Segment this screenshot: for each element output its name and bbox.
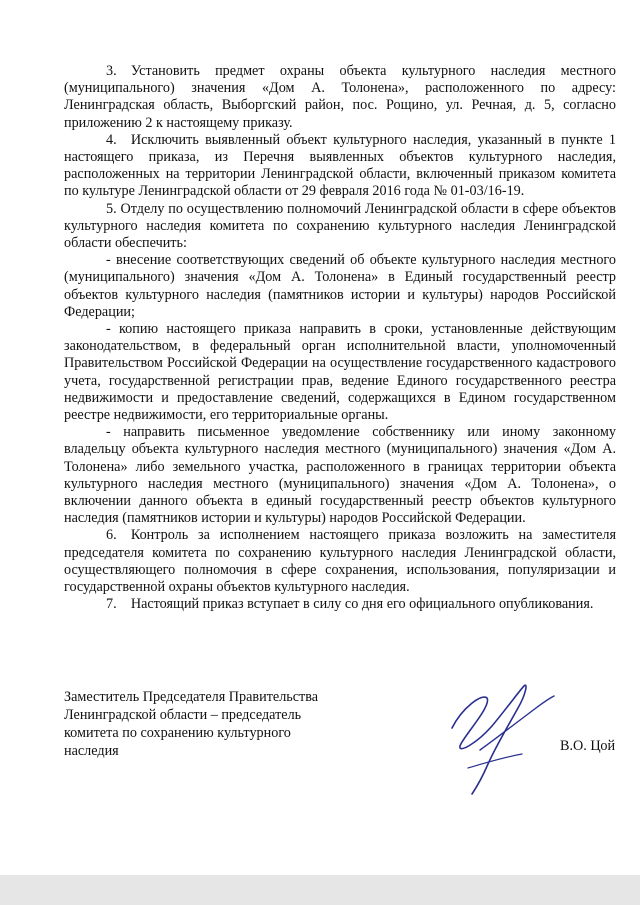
paragraph-subitem-registry: - внесение соответствующих сведений об объекте культурного наследия местного (муниципального) значения «Дом А. Толонена» в Единый государственный реестр объектов культурного наследия (памятников истории и культуры) народов Российской Федерации;: [64, 252, 616, 320]
signatory-position-line: Ленинградской области – председатель: [64, 707, 302, 723]
paragraph-subitem-copy: - копию настоящего приказа направить в сроки, установленные действующим законодательством, в федеральный орган исполнительной власти, уполномоченный Правительством Российской Федерации на осуществление государственного кадастрового учета, государственной регистрации прав, ведение Единого государственного реестра недвижимости и предоставление сведений, содержащихся в Едином государственном реестре недвижимости, его территориальные органы.: [64, 321, 616, 424]
scan-bottom-edge: [0, 875, 640, 905]
handwritten-signature: [432, 668, 562, 798]
paragraph-item-7: 7. Настоящий приказ вступает в силу со дня его официального опубликования.: [106, 596, 594, 613]
paragraph-item-3: 3. Установить предмет охраны объекта культурного наследия местного (муниципального) значения «Дом А. Толонена», расположенного по адресу: Ленинградская область, Выборгский район, пос. Рощино, ул. Речная, д. 5, согласно приложению 2 к настоящему приказу.: [64, 63, 616, 131]
paragraph-subitem-notice: - направить письменное уведомление собственнику или иному законному владельцу объекта культурного наследия местного (муниципального) значения «Дом А. Толонена» либо земельного участка, расположенного в границах территории объекта культурного наследия местного (муниципального) значения «Дом А. Толонена», о включении данного объекта в единый государственный реестр объектов культурного наследия (памятников истории и культуры) народов Российской Федерации.: [64, 424, 616, 527]
signatory-position-line: наследия: [64, 743, 119, 759]
document-body: [64, 63, 616, 614]
signatory-position: [64, 688, 364, 760]
signatory-position-line: комитета по сохранению культурного: [64, 725, 291, 741]
signatory-position-line: Заместитель Председателя Правительства: [64, 689, 319, 705]
paragraph-item-6: 6. Контроль за исполнением настоящего приказа возложить на заместителя председателя комитета по сохранению культурного наследия Ленинградской области, осуществляющего полномочия в сфере сохранения, использования, популяризации и государственной охраны объектов культурного наследия.: [64, 527, 616, 596]
paragraph-item-5: 5. Отделу по осуществлению полномочий Ленинградской области в сфере объектов культурного наследия комитета по сохранению культурного наследия Ленинградской области обеспечить:: [64, 200, 616, 252]
paragraph-item-4: 4. Исключить выявленный объект культурного наследия, указанный в пункте 1 настоящего приказа, из Перечня выявленных объектов культурного наследия, расположенных на территории Ленинградской области, включенный приказом комитета по культуре Ленинградской области от 29 февраля 2016 года № 01-03/16-19.: [64, 131, 616, 200]
signer-name: В.О. Цой: [560, 738, 616, 754]
